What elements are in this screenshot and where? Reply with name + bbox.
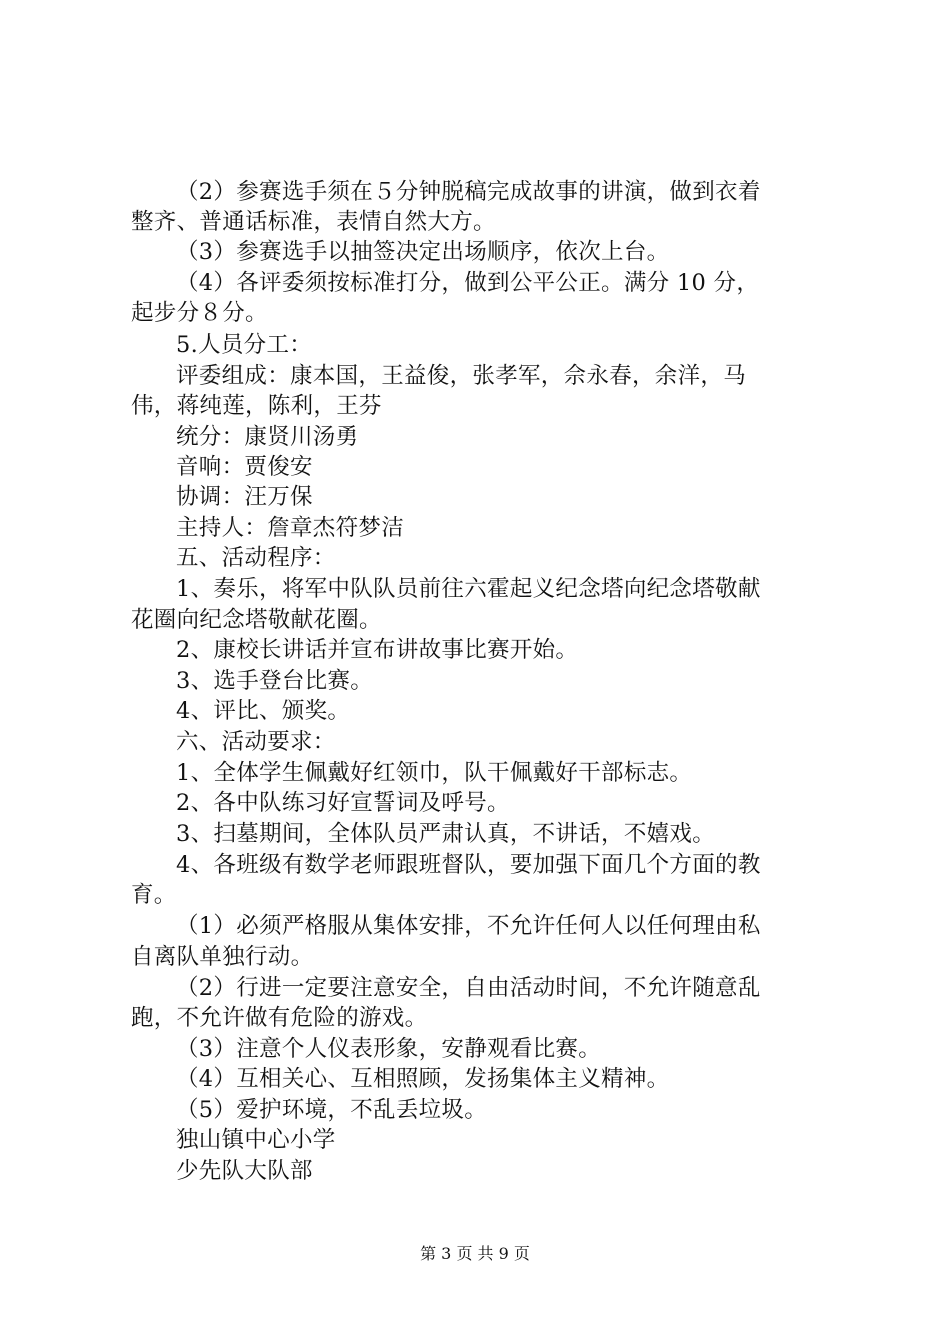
text-line-10: 音响：贾俊安 (176, 454, 313, 480)
text-line-30: （4）互相关心、互相照顾，发扬集体主义精神。 (176, 1066, 670, 1092)
text-line-26: 自离队单独行动。 (131, 944, 314, 970)
text-line-7: 评委组成：康本国，王益俊，张孝军，佘永春，余洋，马 (176, 363, 747, 389)
text-line-18: 4、评比、颁奖。 (176, 698, 351, 724)
text-line-9: 统分：康贤川汤勇 (176, 424, 359, 450)
text-line-16: 2、康校长讲话并宣布讲故事比赛开始。 (176, 637, 579, 663)
text-line-1: （2）参赛选手须在５分钟脱稿完成故事的讲演，做到衣着 (176, 179, 761, 205)
text-line-23: 4、各班级有数学老师跟班督队，要加强下面几个方面的教 (176, 852, 761, 878)
text-line-24: 育。 (131, 882, 177, 908)
text-line-27: （2）行进一定要注意安全，自由活动时间，不允许随意乱 (176, 975, 761, 1001)
text-line-14: 1、奏乐，将军中队队员前往六霍起义纪念塔向纪念塔敬献 (176, 576, 761, 602)
section-heading-requirements: 六、活动要求： (176, 729, 336, 755)
text-line-25: （1）必须严格服从集体安排，不允许任何人以任何理由私 (176, 913, 761, 939)
text-line-20: 1、全体学生佩戴好红领巾，队干佩戴好干部标志。 (176, 760, 693, 786)
text-line-21: 2、各中队练习好宣誓词及呼号。 (176, 790, 510, 816)
text-line-22: 3、扫墓期间，全体队员严肃认真，不讲话，不嬉戏。 (176, 821, 716, 847)
text-line-11: 协调：汪万保 (176, 484, 313, 510)
signature-school: 独山镇中心小学 (176, 1127, 336, 1153)
text-line-4: （4）各评委须按标准打分，做到公平公正。满分 10 分， (176, 270, 760, 296)
signature-department: 少先队大队部 (176, 1158, 313, 1184)
text-line-28: 跑，不允许做有危险的游戏。 (131, 1005, 428, 1031)
text-line-2: 整齐、普通话标准，表情自然大方。 (131, 209, 496, 235)
page-footer: 第 3 页 共 9 页 (420, 1244, 530, 1263)
text-line-17: 3、选手登台比赛。 (176, 668, 374, 694)
text-line-8: 伟，蒋纯莲，陈利，王芬 (131, 393, 382, 419)
text-line-5: 起步分８分。 (131, 300, 268, 326)
text-line-3: （3）参赛选手以抽签决定出场顺序，依次上台。 (176, 239, 670, 265)
text-line-29: （3）注意个人仪表形象，安静观看比赛。 (176, 1036, 602, 1062)
section-heading-program: 五、活动程序： (176, 545, 336, 571)
text-line-12: 主持人：詹章杰符梦洁 (176, 515, 405, 541)
text-line-31: （5）爱护环境，不乱丢垃圾。 (176, 1097, 488, 1123)
section-heading-staff: 5.人员分工： (176, 332, 313, 358)
text-line-15: 花圈向纪念塔敬献花圈。 (131, 607, 382, 633)
